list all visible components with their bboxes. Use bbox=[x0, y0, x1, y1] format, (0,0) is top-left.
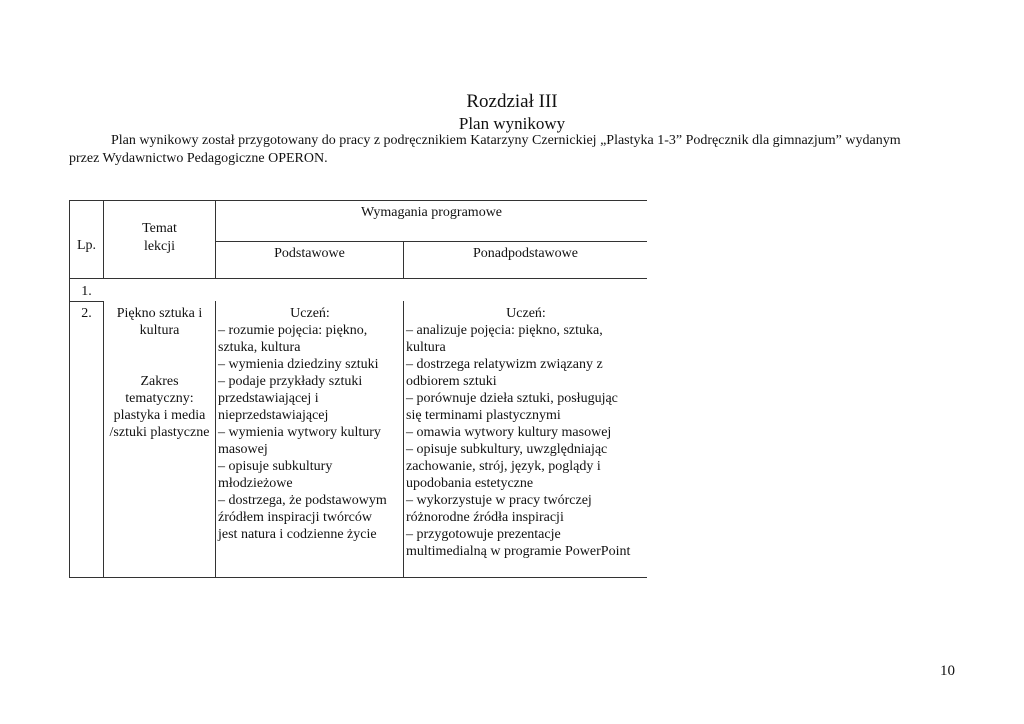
row2-thematic-range bbox=[104, 373, 215, 441]
row2-topic bbox=[104, 305, 215, 339]
intro-line-1: Plan wynikowy został przygotowany do pracy z podręcznikiem Katarzyny Czernickiej „Plastyka 1-3” Podręcznik dla gimnazjum” wydanym bbox=[111, 133, 901, 148]
intro-line-2: przez Wydawnictwo Pedagogiczne OPERON. bbox=[69, 151, 328, 166]
advanced-line: Uczeń: bbox=[506, 306, 546, 321]
advanced-line: upodobania estetyczne bbox=[406, 476, 534, 491]
advanced-line: multimedialną w programie PowerPoint bbox=[406, 544, 631, 559]
advanced-line: – dostrzega relatywizm związany z bbox=[406, 357, 603, 372]
header-advanced: Ponadpodstawowe bbox=[473, 246, 578, 261]
basic-line: – podaje przykłady sztuki bbox=[218, 374, 363, 389]
table-header-divider bbox=[215, 241, 647, 242]
header-topic-line2: lekcji bbox=[143, 239, 176, 254]
chapter-heading: Rozdział III bbox=[466, 91, 558, 112]
table-top-border bbox=[69, 200, 647, 201]
advanced-line: odbiorem sztuki bbox=[406, 374, 497, 389]
range-line: /sztuki plastyczne bbox=[109, 425, 210, 440]
range-line: tematyczny: bbox=[125, 391, 194, 406]
header-topic-line1: Temat bbox=[142, 221, 177, 236]
header-lp: Lp. bbox=[76, 238, 97, 253]
basic-line: źródłem inspiracji twórców bbox=[218, 510, 372, 525]
page-title: Plan wynikowy bbox=[458, 114, 566, 133]
advanced-line: się terminami plastycznymi bbox=[406, 408, 561, 423]
row1-lp: 1. bbox=[81, 284, 92, 299]
advanced-line: – analizuje pojęcia: piękno, sztuka, bbox=[406, 323, 603, 338]
basic-line: młodzieżowe bbox=[218, 476, 293, 491]
advanced-line: – opisuje subkultury, uwzględniając bbox=[406, 442, 608, 457]
basic-line: przedstawiającej i bbox=[218, 391, 319, 406]
basic-line: Uczeń: bbox=[290, 306, 330, 321]
basic-line: – wymienia dziedziny sztuki bbox=[218, 357, 379, 372]
row2-basic-requirements bbox=[218, 305, 402, 543]
row1-bottom-border bbox=[69, 301, 104, 302]
basic-line: – dostrzega, że podstawowym bbox=[218, 493, 387, 508]
basic-line: – rozumie pojęcia: piękno, bbox=[218, 323, 368, 338]
row2-lp: 2. bbox=[81, 306, 92, 321]
advanced-line: kultura bbox=[406, 340, 446, 355]
table-bottom-border bbox=[69, 577, 647, 578]
basic-line: nieprzedstawiającej bbox=[218, 408, 329, 423]
basic-line: – wymienia wytwory kultury bbox=[218, 425, 381, 440]
advanced-line: – porównuje dzieła sztuki, posługując bbox=[406, 391, 618, 406]
topic-column-divider-bottom bbox=[215, 301, 216, 578]
table-left-border bbox=[69, 200, 70, 578]
header-basic: Podstawowe bbox=[274, 246, 345, 261]
page-number: 10 bbox=[940, 663, 955, 679]
advanced-line: zachowanie, strój, język, poglądy i bbox=[406, 459, 601, 474]
table-header-bottom bbox=[69, 278, 647, 279]
topic-line: kultura bbox=[139, 323, 180, 338]
advanced-line: – przygotowuje prezentacje bbox=[406, 527, 561, 542]
basic-line: jest natura i codzienne życie bbox=[218, 527, 377, 542]
header-requirements: Wymagania programowe bbox=[360, 205, 503, 220]
basic-line: – opisuje subkultury bbox=[218, 459, 333, 474]
topic-line: Piękno sztuka i bbox=[116, 306, 203, 321]
range-line: Zakres bbox=[140, 374, 179, 389]
basic-line: masowej bbox=[218, 442, 268, 457]
advanced-line: różnorodne źródła inspiracji bbox=[406, 510, 564, 525]
advanced-line: – omawia wytwory kultury masowej bbox=[406, 425, 612, 440]
advanced-line: – wykorzystuje w pracy twórczej bbox=[406, 493, 592, 508]
row2-advanced-requirements bbox=[406, 305, 646, 560]
basic-column-divider-bottom bbox=[403, 301, 404, 578]
basic-line: sztuka, kultura bbox=[218, 340, 301, 355]
range-line: plastyka i media bbox=[113, 408, 206, 423]
